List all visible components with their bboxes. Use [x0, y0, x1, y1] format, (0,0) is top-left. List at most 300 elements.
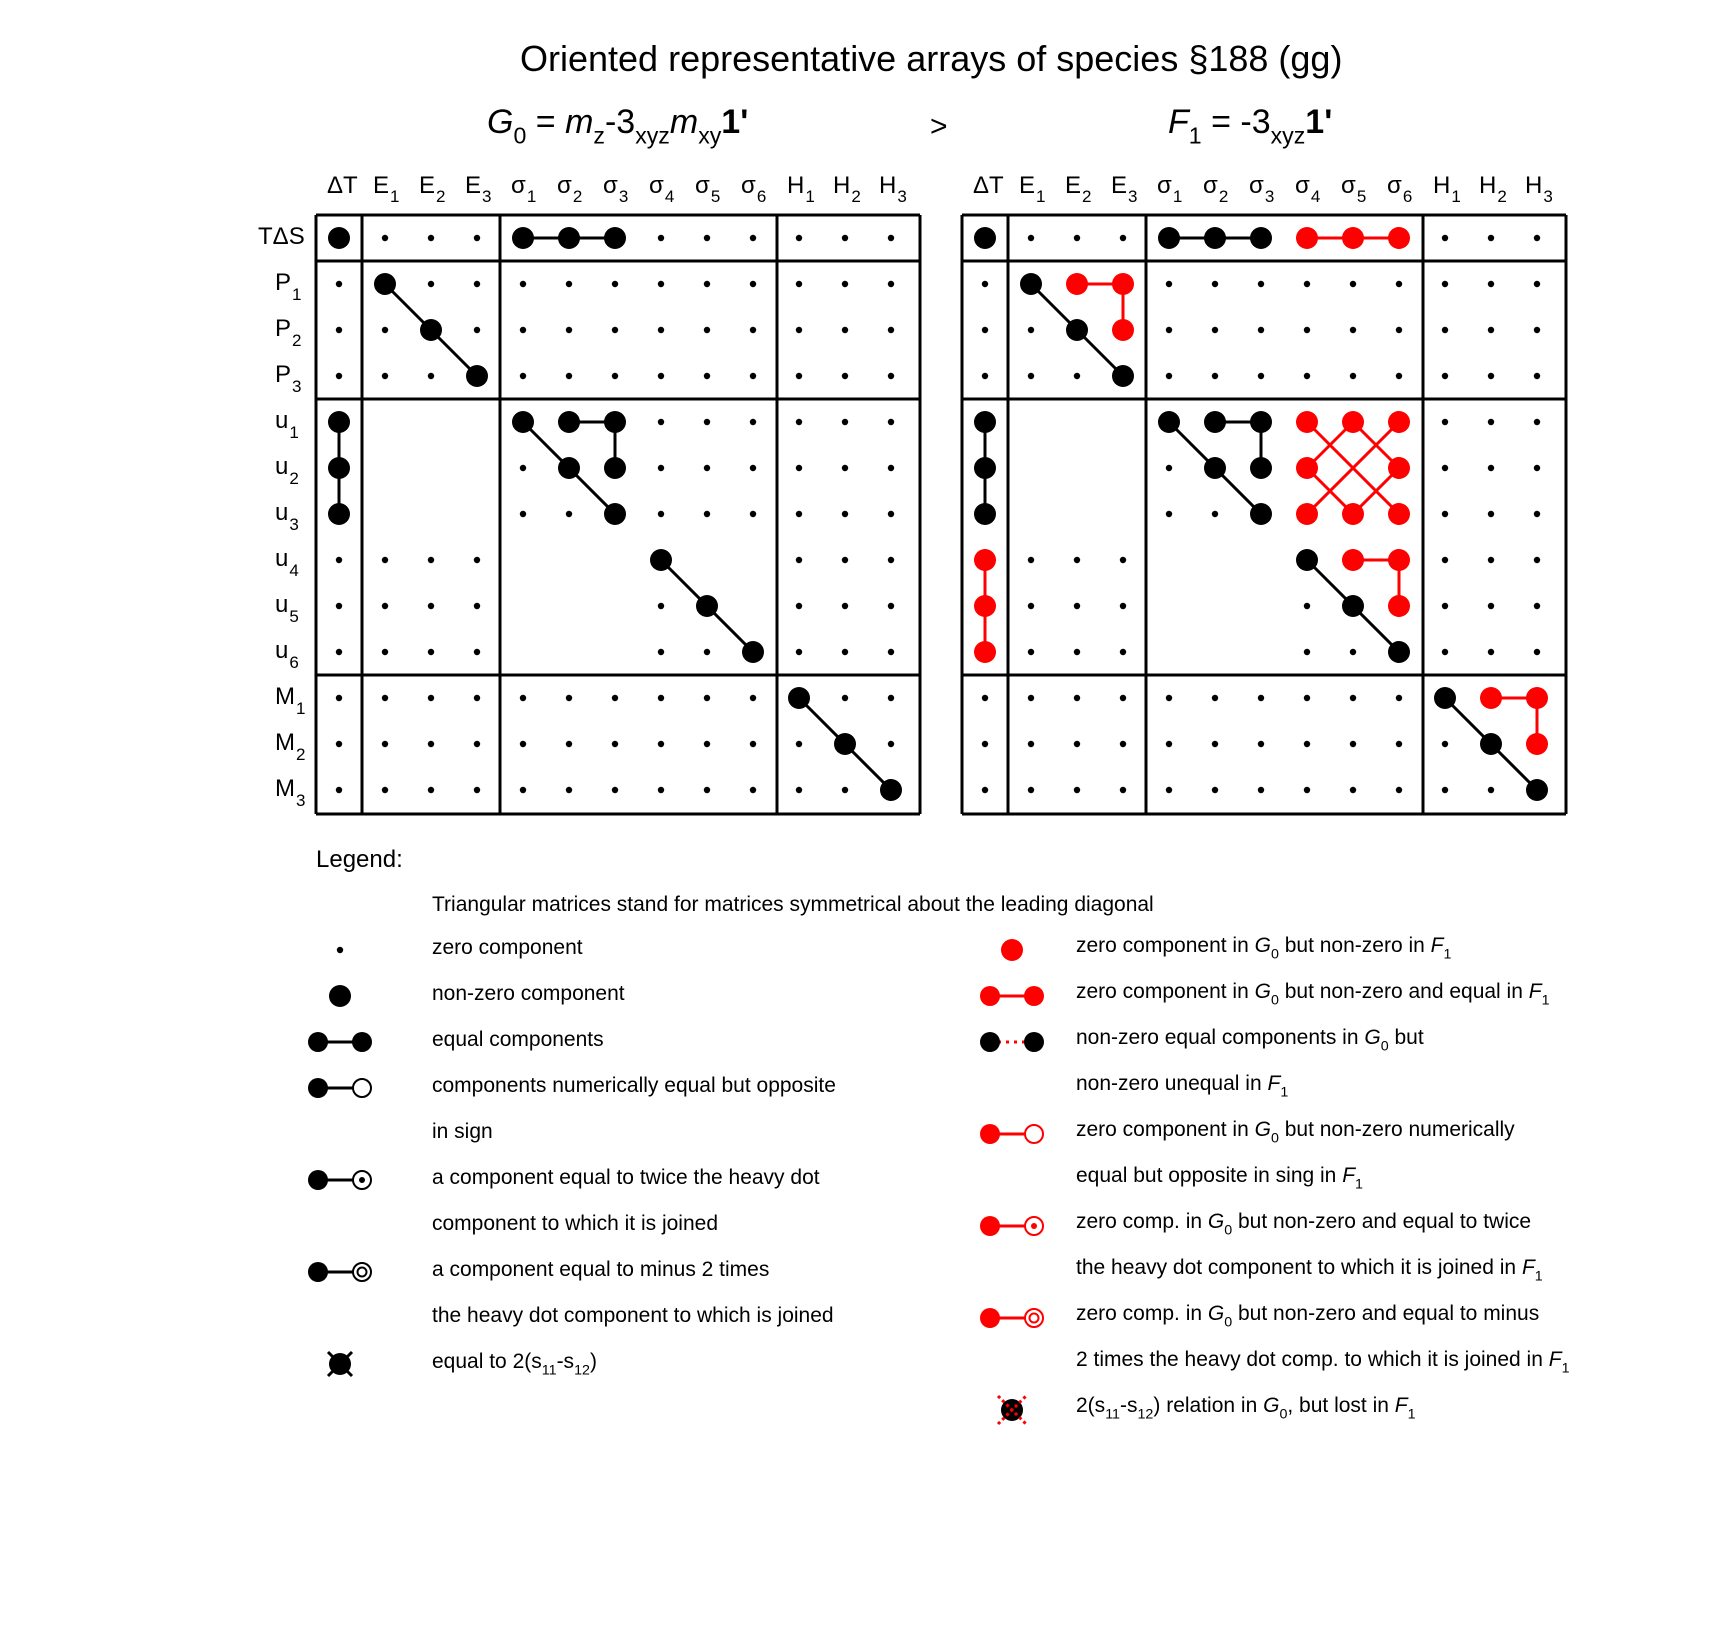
big-dot [1388, 641, 1410, 663]
small-dot [982, 373, 988, 379]
small-dot [1396, 741, 1402, 747]
big-dot [558, 227, 580, 249]
small-dot [1028, 373, 1034, 379]
small-dot [1258, 695, 1264, 701]
small-dot [982, 787, 988, 793]
small-dot [336, 557, 342, 563]
legend-symbol-rbig [1001, 939, 1023, 961]
small-dot [750, 327, 756, 333]
small-dot [1166, 465, 1172, 471]
small-dot [520, 373, 526, 379]
small-dot [658, 373, 664, 379]
big-dot [1204, 411, 1226, 433]
small-dot [612, 741, 618, 747]
red-dot [1342, 227, 1364, 249]
small-dot [1304, 741, 1310, 747]
small-dot [336, 281, 342, 287]
small-dot [796, 373, 802, 379]
big-dot [974, 227, 996, 249]
small-dot [658, 281, 664, 287]
small-dot [1258, 787, 1264, 793]
small-dot [750, 465, 756, 471]
small-dot [1166, 695, 1172, 701]
small-dot [982, 327, 988, 333]
small-dot [1304, 787, 1310, 793]
red-dot [1388, 411, 1410, 433]
small-dot [750, 373, 756, 379]
small-dot [566, 373, 572, 379]
small-dot [982, 741, 988, 747]
small-dot [796, 281, 802, 287]
legend-text: 2 times the heavy dot comp. to which it is joined in $F_1$ [1076, 1348, 1570, 1377]
column-header: $E_1$ [1019, 172, 1046, 206]
small-dot [796, 741, 802, 747]
legend-text: zero comp. in $G_0$ but non-zero and equal to minus [1076, 1302, 1540, 1331]
legend-symbol-rtwice [980, 1216, 1043, 1236]
small-dot [658, 787, 664, 793]
red-dot [1296, 503, 1318, 525]
row-header: $M_2$ [275, 729, 306, 764]
small-dot [474, 603, 480, 609]
big-dot [974, 411, 996, 433]
small-dot [888, 695, 894, 701]
small-dot [1120, 695, 1126, 701]
big-dot [788, 687, 810, 709]
small-dot [382, 695, 388, 701]
small-dot [336, 741, 342, 747]
small-dot [796, 327, 802, 333]
small-dot [1120, 603, 1126, 609]
small-dot [796, 511, 802, 517]
small-dot [1534, 557, 1540, 563]
row-header: $u_4$ [275, 545, 299, 580]
comparison-symbol: > [930, 110, 948, 143]
small-dot [1212, 511, 1218, 517]
small-dot [382, 327, 388, 333]
big-dot [512, 411, 534, 433]
small-dot [520, 465, 526, 471]
small-dot [888, 741, 894, 747]
small-dot [1166, 741, 1172, 747]
small-dot [1258, 327, 1264, 333]
big-dot [374, 273, 396, 295]
small-dot [1304, 281, 1310, 287]
big-dot [742, 641, 764, 663]
big-dot [650, 549, 672, 571]
legend-text: zero component in $G_0$ but non-zero in $F_1$ [1076, 934, 1452, 963]
big-dot [1066, 319, 1088, 341]
small-dot [1534, 235, 1540, 241]
big-dot [558, 457, 580, 479]
small-dot [428, 235, 434, 241]
legend-text: zero component [432, 936, 583, 959]
small-dot [1074, 603, 1080, 609]
small-dot [428, 281, 434, 287]
small-dot [474, 557, 480, 563]
small-dot [1442, 419, 1448, 425]
small-dot [1212, 741, 1218, 747]
small-dot [1534, 465, 1540, 471]
small-dot [842, 649, 848, 655]
red-dot [1342, 411, 1364, 433]
legend-text: non-zero component [432, 982, 625, 1005]
red-dot [974, 549, 996, 571]
big-dot [558, 411, 580, 433]
small-dot [796, 603, 802, 609]
small-dot [750, 741, 756, 747]
small-dot [658, 511, 664, 517]
small-dot [1350, 695, 1356, 701]
small-dot [842, 511, 848, 517]
big-dot [1434, 687, 1456, 709]
small-dot [1166, 327, 1172, 333]
small-dot [1350, 373, 1356, 379]
small-dot [1258, 373, 1264, 379]
small-dot [382, 373, 388, 379]
small-dot [1166, 373, 1172, 379]
column-header: $H_2$ [833, 172, 861, 206]
column-header: $\sigma_1$ [511, 172, 537, 206]
small-dot [658, 419, 664, 425]
small-dot [842, 373, 848, 379]
small-dot [1442, 373, 1448, 379]
small-dot [1120, 235, 1126, 241]
small-dot [1212, 373, 1218, 379]
small-dot [796, 235, 802, 241]
small-dot [1028, 235, 1034, 241]
small-dot [566, 327, 572, 333]
big-dot [1158, 227, 1180, 249]
small-dot [1028, 787, 1034, 793]
red-dot [1526, 733, 1548, 755]
legend-text: equal to $2(s_{11}-s_{12})$ [432, 1350, 597, 1379]
small-dot [658, 695, 664, 701]
red-dot [1388, 227, 1410, 249]
column-header: $E_2$ [419, 172, 446, 206]
small-dot [1028, 741, 1034, 747]
column-header: $\sigma_6$ [1387, 172, 1413, 206]
column-header: $H_3$ [1525, 172, 1553, 206]
big-dot [604, 503, 626, 525]
red-dot [1388, 595, 1410, 617]
small-dot [428, 603, 434, 609]
small-dot [658, 327, 664, 333]
big-dot [880, 779, 902, 801]
page-title: Oriented representative arrays of species §188 (gg) [520, 38, 1343, 79]
small-dot [704, 741, 710, 747]
column-header: $\sigma_3$ [603, 172, 629, 206]
small-dot [1350, 741, 1356, 747]
small-dot [1212, 695, 1218, 701]
small-dot [1304, 373, 1310, 379]
row-header: $u_2$ [275, 453, 299, 488]
legend-symbol-ropp [980, 1124, 1043, 1144]
small-dot [474, 235, 480, 241]
big-dot [512, 227, 534, 249]
small-dot [888, 281, 894, 287]
big-dot [1480, 733, 1502, 755]
small-dot [1120, 557, 1126, 563]
small-dot [382, 557, 388, 563]
big-dot [604, 457, 626, 479]
legend-symbol-minus2 [308, 1262, 371, 1282]
red-dot [1388, 457, 1410, 479]
big-dot [328, 227, 350, 249]
red-dot [1480, 687, 1502, 709]
small-dot [888, 235, 894, 241]
small-dot [704, 649, 710, 655]
small-dot [566, 695, 572, 701]
small-dot [704, 235, 710, 241]
small-dot [796, 649, 802, 655]
small-dot [1488, 419, 1494, 425]
small-dot [1442, 327, 1448, 333]
row-header: $P_1$ [275, 269, 302, 304]
red-dot [1388, 549, 1410, 571]
small-dot [1442, 787, 1448, 793]
small-dot [1212, 281, 1218, 287]
big-dot [1112, 365, 1134, 387]
small-dot [842, 281, 848, 287]
legend-symbol-dotted [980, 1032, 1044, 1052]
column-header: ΔT [327, 172, 358, 199]
small-dot [750, 511, 756, 517]
row-header: $M_1$ [275, 683, 306, 718]
small-dot [1212, 327, 1218, 333]
small-dot [982, 281, 988, 287]
small-dot [1488, 235, 1494, 241]
small-dot [1534, 373, 1540, 379]
red-dot [1526, 687, 1548, 709]
small-dot [520, 281, 526, 287]
small-dot [1074, 557, 1080, 563]
small-dot [1074, 787, 1080, 793]
row-header: TΔS [258, 223, 305, 250]
small-dot [382, 741, 388, 747]
small-dot [1350, 649, 1356, 655]
small-dot [704, 511, 710, 517]
small-dot [520, 741, 526, 747]
small-dot [336, 373, 342, 379]
big-dot [328, 457, 350, 479]
big-dot [834, 733, 856, 755]
small-dot [428, 741, 434, 747]
small-dot [1534, 281, 1540, 287]
small-dot [1488, 603, 1494, 609]
small-dot [1166, 787, 1172, 793]
big-dot [1296, 549, 1318, 571]
big-dot [1204, 227, 1226, 249]
small-dot [796, 465, 802, 471]
small-dot [1488, 465, 1494, 471]
big-dot [1250, 503, 1272, 525]
legend-text: the heavy dot component to which it is joined in $F_1$ [1076, 1256, 1543, 1285]
small-dot [1488, 327, 1494, 333]
small-dot [1304, 603, 1310, 609]
small-dot [474, 327, 480, 333]
matrix-F1 [962, 172, 1566, 814]
row-header: $u_6$ [275, 637, 299, 672]
red-dot [974, 641, 996, 663]
small-dot [336, 649, 342, 655]
column-header: $H_1$ [787, 172, 815, 206]
red-dot [1296, 457, 1318, 479]
small-dot [612, 373, 618, 379]
small-dot [1488, 373, 1494, 379]
legend-text: equal but opposite in sing in $F_1$ [1076, 1164, 1363, 1193]
small-dot [1396, 327, 1402, 333]
row-header: $u_5$ [275, 591, 299, 626]
small-dot [1442, 235, 1448, 241]
column-header: $\sigma_4$ [649, 172, 675, 206]
small-dot [1488, 787, 1494, 793]
small-dot [1074, 649, 1080, 655]
small-dot [1442, 511, 1448, 517]
big-dot [1250, 411, 1272, 433]
small-dot [612, 695, 618, 701]
legend-text: zero component in $G_0$ but non-zero numerically [1076, 1118, 1515, 1147]
small-dot [888, 465, 894, 471]
small-dot [1350, 281, 1356, 287]
small-dot [1488, 281, 1494, 287]
small-dot [1442, 741, 1448, 747]
small-dot [658, 649, 664, 655]
small-dot [1442, 603, 1448, 609]
small-dot [382, 235, 388, 241]
legend-note: Triangular matrices stand for matrices symmetrical about the leading diagonal [432, 893, 1154, 916]
small-dot [336, 695, 342, 701]
small-dot [474, 649, 480, 655]
big-dot [604, 227, 626, 249]
small-dot [1488, 511, 1494, 517]
legend-symbol-dot [337, 947, 343, 953]
big-dot [1526, 779, 1548, 801]
small-dot [796, 419, 802, 425]
small-dot [566, 281, 572, 287]
column-header: ΔT [973, 172, 1004, 199]
red-dot [1296, 227, 1318, 249]
red-dot [1112, 319, 1134, 341]
legend-text: zero component in $G_0$ but non-zero and equal in $F_1$ [1076, 980, 1550, 1009]
legend-symbol-rminus2 [980, 1308, 1043, 1328]
row-header: $P_3$ [275, 361, 302, 396]
legend-text: a component equal to twice the heavy dot [432, 1166, 820, 1189]
small-dot [1442, 281, 1448, 287]
small-dot [612, 787, 618, 793]
small-dot [1028, 695, 1034, 701]
small-dot [1028, 557, 1034, 563]
small-dot [842, 327, 848, 333]
small-dot [1028, 649, 1034, 655]
legend-symbol-opp [308, 1078, 371, 1098]
big-dot [696, 595, 718, 617]
small-dot [888, 327, 894, 333]
small-dot [750, 695, 756, 701]
column-header: $\sigma_1$ [1157, 172, 1183, 206]
red-dot [1296, 411, 1318, 433]
red-dot [974, 595, 996, 617]
row-header: $u_3$ [275, 499, 299, 534]
small-dot [1258, 741, 1264, 747]
small-dot [1488, 649, 1494, 655]
small-dot [382, 649, 388, 655]
small-dot [750, 235, 756, 241]
legend-text: $2(s_{11}-s_{12})$ relation in $G_0$, but lost in $F_1$ [1076, 1394, 1416, 1423]
big-dot [974, 457, 996, 479]
small-dot [428, 649, 434, 655]
column-header: $H_1$ [1433, 172, 1461, 206]
small-dot [888, 511, 894, 517]
small-dot [1212, 787, 1218, 793]
small-dot [1304, 695, 1310, 701]
small-dot [1304, 649, 1310, 655]
legend-text: a component equal to minus 2 times [432, 1258, 770, 1281]
column-header: $E_2$ [1065, 172, 1092, 206]
legend-symbol-twice [308, 1170, 371, 1190]
small-dot [842, 603, 848, 609]
big-dot [1020, 273, 1042, 295]
small-dot [1120, 741, 1126, 747]
big-dot [466, 365, 488, 387]
legend-text: components numerically equal but opposite [432, 1074, 836, 1097]
small-dot [428, 695, 434, 701]
small-dot [1120, 787, 1126, 793]
column-header: $E_3$ [465, 172, 492, 206]
small-dot [1166, 511, 1172, 517]
small-dot [658, 235, 664, 241]
small-dot [658, 741, 664, 747]
small-dot [658, 465, 664, 471]
small-dot [704, 787, 710, 793]
big-dot [1342, 595, 1364, 617]
red-dot [1342, 503, 1364, 525]
small-dot [842, 465, 848, 471]
small-dot [474, 787, 480, 793]
column-header: $E_3$ [1111, 172, 1138, 206]
small-dot [1304, 327, 1310, 333]
column-header: $\sigma_5$ [695, 172, 721, 206]
small-dot [1396, 373, 1402, 379]
small-dot [520, 695, 526, 701]
small-dot [1442, 557, 1448, 563]
left-group-label: $G_0 = m_z-3_{xyz}m_{xy}1'$ [487, 103, 749, 149]
small-dot [1534, 511, 1540, 517]
small-dot [1534, 603, 1540, 609]
column-header: $\sigma_2$ [557, 172, 583, 206]
big-dot [1158, 411, 1180, 433]
big-dot [1250, 457, 1272, 479]
small-dot [658, 603, 664, 609]
red-dot [1388, 503, 1410, 525]
red-dot [1342, 549, 1364, 571]
small-dot [1442, 649, 1448, 655]
small-dot [1488, 557, 1494, 563]
legend-text: in sign [432, 1120, 493, 1143]
small-dot [704, 419, 710, 425]
small-dot [520, 511, 526, 517]
small-dot [520, 787, 526, 793]
red-dot [1112, 273, 1134, 295]
small-dot [336, 327, 342, 333]
legend-text: component to which it is joined [432, 1212, 718, 1235]
legend-text: equal components [432, 1028, 604, 1051]
small-dot [842, 695, 848, 701]
column-header: $\sigma_3$ [1249, 172, 1275, 206]
small-dot [336, 787, 342, 793]
column-header: $\sigma_4$ [1295, 172, 1321, 206]
legend-symbol-big [329, 985, 351, 1007]
small-dot [842, 557, 848, 563]
